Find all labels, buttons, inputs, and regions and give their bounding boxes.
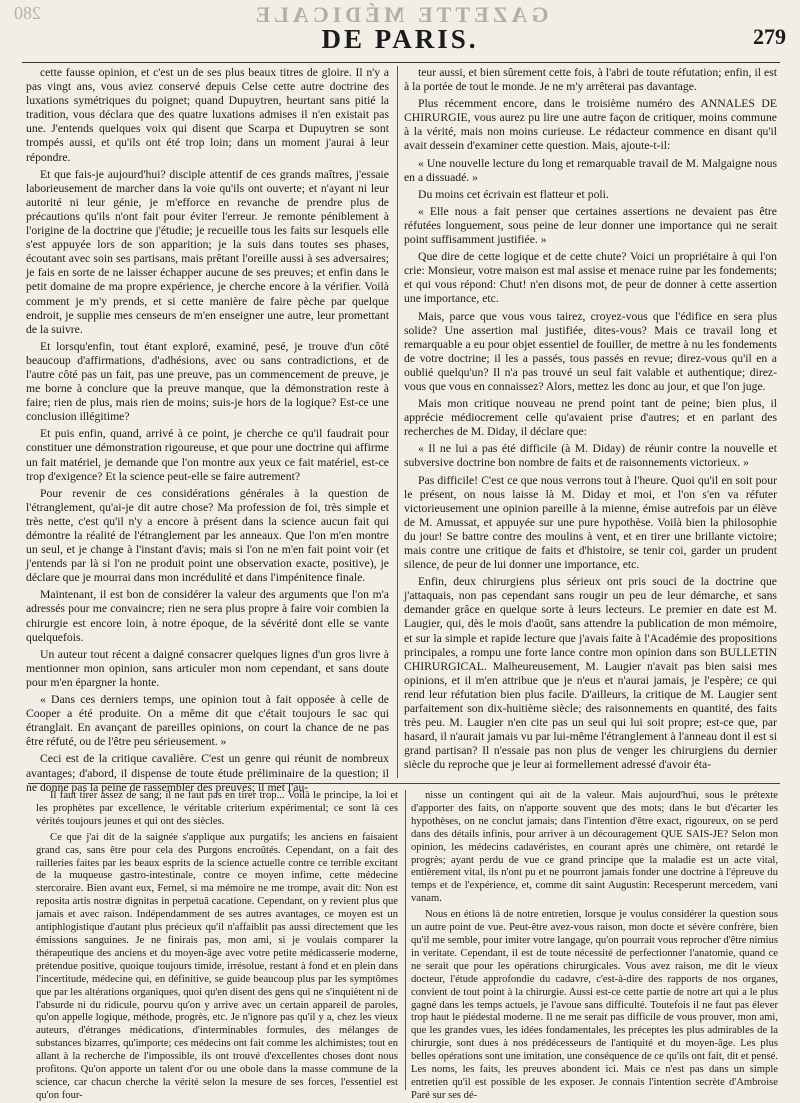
bleed-through-title: GAZETTE MÉDICALE: [251, 2, 549, 27]
paragraph: Pour revenir de ces considérations générales à la question de l'étranglement, qu'ai-je dit autre chose? Ma profession de foi, très simple et très nette, c'est qu'il n'y a encore à présent dans la science aucun fait qui démontre la réalité de l'étranglement par les anneaux. Que l'on m'en montre un seul, et je change à l'instant d'avis; mais si l'on ne m'en fait point voir (et j'entends par là si l'on ne produit point une observation exacte, positive), je déclare que je mourrai dans mon incrédulité et dans l'impénitence finale.: [26, 486, 389, 585]
paragraph: cette fausse opinion, et c'est un de ses plus beaux titres de gloire. Il n'y a pas vingt ans, vous aviez conservé depuis Celse cette autre doctrine des luxations symétriques du poignet; quand Dupuytren, heurtant sans pitié la tradition, vous déclara que des quatre luxations admises il n'en existait pas une. J'entends quelques voix qui disent que Scarpa et Dupuytren se sont trompés aussi, et qu'ils ont été trop loin; dans un moment j'aurai à leur répondre.: [26, 66, 389, 164]
paragraph: Il faut tirer assez de sang; il ne faut pas en tirer trop... Voilà le principe, la loi et les prophètes par excellence, le véritable criterium expérimental; ce sont là ces vérités toujours jeunes et qui ont des siècles.: [36, 790, 398, 827]
paragraph: Nous en étions là de notre entretien, lorsque je voulus considérer la question sous un autre point de vue. Peut-être avez-vous raison, mon docte et sévère confrère, bien qu'il me semble, pour imiter votre langage, qu'on pourrait vous reprocher d'être nimius in veritate. Cependant, il est de toute nécessité de perfectionner l'anatomie, quand ce ne serait que pour les opérations chirurgicales. Vous avez raison, me dit le vieux docteur, l'étude approfondie du cadavre, c'est-à-dire des rapports de nos organes, convient de tout point à la chirurgie. Aussi est-ce cette partie de notre art qui a le plus gagné dans les temps actuels, je l'avoue sans difficulté. Toutefois il ne faut pas élever trop haut le piédestal moderne. Il ne me serait pas difficile de vous prouver, mon ami, que les grandes vues, les idées fondamentales, les préceptes les plus admirables de la chirurgie, sont dues à nos prédécesseurs de l'antiquité et du moyen-âge. Les plus belles opérations sont une imitation, une conséquence de ce qu'ils ont fait, dit et pensé. Les noms, les faits, les preuves abondent ici. Mais ce n'est pas dans un simple entretien qu'il est possible de les exposer. Je connais l'intention secrète d'Ambroise Paré sur ses dé-: [411, 909, 778, 1101]
column-divider-top: [397, 66, 398, 778]
paragraph: Et que fais-je aujourd'hui? disciple attentif de ces grands maîtres, j'essaie laborieusement de marcher dans la voie qu'ils ont ouverte; et n'ayant ni leur autorité ni leur génie, je m'efforce en revanche de prendre plus de précautions qu'ils n'ont fait pour éviter l'erreur. Je remonte péniblement à l'origine de la doctrine que j'étudie; je recueille tous les faits sur lesquels elle s'est appuyée lors de son apparition; je la suis dans toutes ses phases, écoutant avec soin ses partisans, mais prêtant l'oreille aussi à ses adversaires; je fais en sorte de ne laisser échapper aucune de ses preuves; et enfin dans le petit domaine de ma propre expérience, je cherche encore à la vérifier. Voilà comment je m'y prends, et si cette manière de faire pèche par quelque endroit, je supplie mes censeurs de m'en enseigner une autre, leur promettant de la suivre.: [26, 167, 389, 336]
bottom-left-column: [36, 790, 398, 1101]
paragraph: Ce que j'ai dit de la saignée s'applique aux purgatifs; les anciens en faisaient grand cas, sans être pour cela des Purgons encroûtés. Cependant, on a fait des railleries faites par les beaux esprits de la science actuelle contre ce terrible excitant de la muqueuse gastro-intestinale, contre ce moyen infime, cette médecine stercoraire. Bien avant eux, Fernel, si ma mémoire ne me trompe, avait dit: Non est reposita artis nostræ dignitas in perpetuâ cacatione. Cependant, on y revient plus que jamais et avec raison. Indépendamment de ses autres avantages, ce moyen est un antiphlogistique d'autant plus précieux qu'il n'affaiblit pas aussi directement que les émissions sanguines. Je ne finirais pas, mon ami, si je voulais comparer la thérapeutique des anciens et du moyen-âge avec votre petite médicasserie moderne, prétendue positive, quoique toujours timide, irrésolue, restant à fond et en plein dans l'incertitude, médecine qui, en définitive, se guide beaucoup plus par les symptômes que par les altérations organiques, quoi qu'en disent des gens qui ne s'inquiètent ni de l'absurde ni du ridicule, pourvu qu'on y arrive avec un certain appareil de paroles, qu'on appelle logique, méthode, progrès, etc. Je n'ignore pas qu'il y a, chez les vieux auteurs, d'étranges médications, d'interminables formules, des mélanges de substances bizarres, qu'importe; ces médecins ont fait comme les alchimistes; tout en allant à la recherche de l'impossible, ils ont trouvé d'excellentes choses dont nous profitons. Qu'on apporte un talent d'or ou une obole dans la masse commune de la science, car chacun cherche la vérité selon la mesure de ses forces, l'essentiel est qu'on four-: [36, 831, 398, 1101]
bottom-right-column: [411, 790, 778, 1101]
paragraph: « Dans ces derniers temps, une opinion tout à fait opposée à celle de Cooper a été produite. On a même dit que c'était toujours le sac qui étranglait. En avançant de pareilles opinions, on court la chance de ne pas être réfuté, ou de l'être peu sérieusement. »: [26, 693, 389, 749]
paragraph: Et puis enfin, quand, arrivé à ce point, je cherche ce qu'il faudrait pour constituer une démonstration rigoureuse, et que pour une doctrine qui affirme un fait matériel, je demande que l'on montre aux yeux ce fait matériel, est-ce trop d'exigence? Et la science peut-elle se faire autrement?: [26, 427, 389, 483]
top-left-column: [26, 66, 389, 794]
paragraph: Ceci est de la critique cavalière. C'est un genre qui réunit de nombreux avantages; d'abord, il dispense de toute étude préliminaire de la question; il ne donne pas la peine de rassembler des preuves; il met l'au-: [26, 752, 389, 794]
paragraph: Mais mon critique nouveau ne prend point tant de peine; bien plus, il apprécie médiocrement celle qu'avaient prise d'autres; et en parlant des recherches de M. Diday, il déclare que:: [404, 397, 777, 439]
paragraph: Du moins cet écrivain est flatteur et poli.: [418, 187, 609, 201]
paragraph: Maintenant, il est bon de considérer la valeur des arguments que l'on m'a adressés pour me convaincre; rien ne sera plus propre à faire voir combien la chirurgie est encore loin, à notre époque, de la sévérité dont elle se vante quelquefois.: [26, 588, 389, 644]
paragraph: Que dire de cette logique et de cette chute? Voici un propriétaire à qui l'on crie: Monsieur, votre maison est mal assise et menace ruine par les fondements; et qui vous répond: Chut! n'en disons mot, de peur de donner à cette assertion une importance, etc.: [404, 250, 777, 306]
page-number: 279: [753, 24, 786, 49]
paragraph: Pas difficile! C'est ce que nous verrons tout à l'heure. Quoi qu'il en soit pour le présent, on nous laisse là M. Diday et moi, et l'on s'en va réfuter victorieusement une opinion pareille à la mienne, émise autrefois par un élève de M. Amussat, et appuyée sur une pure hypothèse. Voilà bien la philosophie du jour! Se battre contre des moulins à vent, et en tirer une brillante victoire; mais contre une critique de faits et d'histoire, se tenir coi, garder un prudent silence, de peur de lui donner une importance, etc.: [404, 473, 777, 572]
paragraph: Et lorsqu'enfin, tout étant exploré, examiné, pesé, je trouve d'un côté beaucoup d'affirmations, d'adhésions, avec ou sans contradictions, et de l'autre côté pas un fait, pas une preuve, pas un commencement de preuve, je me borne à conclure que la preuve manque, que la démonstration reste à faire; rien de plus, mais rien de moins; suis-je hors de la logique? Est-ce une conclusion illégitime?: [26, 339, 389, 424]
paragraph: Un auteur tout récent a daigné consacrer quelques lignes d'un gros livre à mentionner mon opinion, sans articuler mon nom cependant, et sans doute pour m'en épargner la honte.: [26, 647, 389, 689]
top-right-column: [404, 66, 777, 778]
paragraph: Mais, parce que vous vous tairez, croyez-vous que l'édifice en sera plus solide? Une assertion mal justifiée, dites-vous? Mais ce travail long et remarquable a eu pour objet essentiel de fouiller, de mettre à nu les fondements de votre doctrine; il les a passés, tous passés en revue; direz-vous qu'il en a oublié quelqu'un? Il n'a pas trouvé un seul fait valable et authentique; direz-vous que vous en connaissez? Alors, mettez les donc au jour, et que l'on juge.: [404, 309, 777, 393]
bleed-through-page-number: 280: [14, 3, 41, 23]
running-title: DE PARIS.: [321, 24, 479, 54]
paragraph: « Il ne lui a pas été difficile (à M. Diday) de réunir contre la nouvelle et subversive doctrine bon nombre de faits et de raisonnements victorieux. »: [404, 442, 777, 470]
masthead: [0, 0, 800, 58]
paragraph: Enfin, deux chirurgiens plus sérieux ont pris souci de la doctrine que j'attaquais, non pas cependant sans rougir un peu de leur démarche, et sans demander grâce en quelque sorte à leurs lecteurs. Le premier en date est M. Laugier, qui, dès le mois d'août, sans attendre la publication de mon mémoire, et sur la simple et rapide lecture que j'avais faite à l'Académie des propositions principales, a rompu une forte lance contre mon opinion dans son BULLETIN CHIRURGICAL. Malheureusement, M. Laugier n'avait pas bien saisi mes opinions, et il m'en attribue que je n'eus et n'aurai jamais, je l'espère; ce qui rend leur réfutation bien plus facile. D'ailleurs, la critique de M. Laugier sent parfaitement son dix-huitième siècle; des raisonnements en quantité, des faits très peu. M. Laugier n'en cite pas un seul qui lui soit propre; est-ce que, par hasard, il n'aurait jamais vu par lui-même l'étranglement à l'anneau dont il est si grand partisan? Il n'essaie pas non plus de venger les chirurgiens du dernier siècle du reproche que je leur ai formellement adressé d'avoir éta-: [404, 575, 777, 772]
paragraph: nisse un contingent qui ait de la valeur. Mais aujourd'hui, sous le prétexte d'apporter des faits, on n'apporte souvent que des mots; dans le but d'écarter les hypothèses, on ne conclut jamais; dans l'intention d'être exact, rigoureux, on se perd dans des détails infinis, pour arriver à un découragement QUE SAIS-JE? Selon mon opinion, les médecins cadavéristes, en courant après une chimère, ont retardé le progrès; ayant perdu de vue ce grand principe que la maladie est un acte vital, entièrement vital, ils n'ont pu et ne pourront jamais fonder une doctrine à l'épreuve du temps et de l'expérience, et, comme dit saint Augustin: Recesperunt mercedem, vani vanam.: [411, 790, 778, 905]
paragraph: Plus récemment encore, dans le troisième numéro des ANNALES DE CHIRURGIE, vous aurez pu lire une autre façon de critiquer, moins commune à la vérité, mais non moins curieuse. Le rédacteur commence en disant qu'il avait dessein d'examiner cette question. Mais, ajoute-t-il:: [404, 97, 777, 153]
column-divider-bottom: [405, 790, 406, 1090]
paragraph: teur aussi, et bien sûrement cette fois, à l'abri de toute réfutation; enfin, il est à la portée de tout le monde. Je ne m'y arrêterai pas davantage.: [404, 66, 777, 94]
feuilleton-separator: [28, 783, 780, 784]
paragraph: « Elle nous a fait penser que certaines assertions ne devaient pas être réfutées longuement, sous peine de leur donner une importance qui ne serait point suffisamment justifiée. »: [404, 204, 777, 247]
paragraph: « Une nouvelle lecture du long et remarquable travail de M. Malgaigne nous en a dissuadé. »: [404, 156, 777, 184]
header-rule: [22, 62, 780, 63]
